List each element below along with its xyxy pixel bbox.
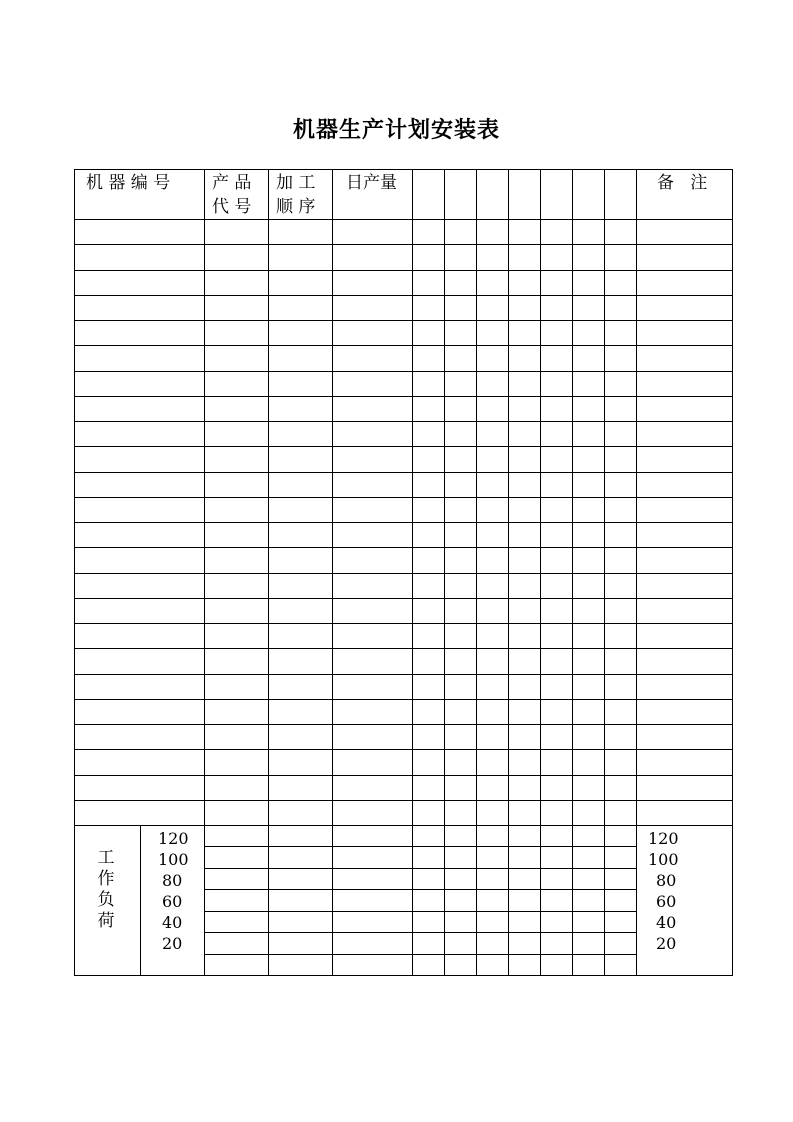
production-plan-table — [74, 169, 732, 975]
row-line — [74, 244, 732, 245]
row-line — [74, 674, 732, 675]
row-line — [74, 648, 732, 649]
row-line — [74, 522, 732, 523]
workload-row-line — [204, 868, 636, 869]
header-product-code-line2: 代 号 — [212, 197, 252, 217]
workload-label-char: 荷 — [97, 911, 115, 931]
row-line — [74, 320, 732, 321]
row-line — [74, 825, 732, 826]
right-scale-value: 20 — [656, 934, 677, 953]
workload-row-line — [204, 954, 636, 955]
header-product-code-line1: 产 品 — [212, 173, 252, 193]
row-line — [74, 371, 732, 372]
header-daily-output: 日产量 — [346, 173, 397, 193]
row-line — [74, 547, 732, 548]
workload-row-line — [204, 889, 636, 890]
right-scale-value: 40 — [656, 913, 677, 932]
left-scale-value: 20 — [162, 934, 183, 953]
row-line — [74, 219, 732, 220]
left-scale-value: 100 — [158, 850, 189, 869]
row-line — [74, 623, 732, 624]
workload-label-char: 作 — [97, 869, 115, 889]
row-line — [74, 270, 732, 271]
row-line — [74, 497, 732, 498]
row-line — [74, 295, 732, 296]
workload-row-line — [204, 846, 636, 847]
row-line — [74, 749, 732, 750]
row-line — [74, 421, 732, 422]
header-process-order-line2: 顺 序 — [276, 197, 316, 217]
row-line — [74, 775, 732, 776]
header-process-order-line1: 加 工 — [276, 173, 316, 193]
row-line — [74, 598, 732, 599]
left-scale-value: 40 — [162, 913, 183, 932]
header-machine-no: 机 器 编 号 — [86, 173, 171, 193]
workload-label-char: 工 — [97, 848, 115, 868]
workload-label-char: 负 — [97, 890, 115, 910]
row-line — [74, 699, 732, 700]
row-line — [74, 573, 732, 574]
row-line — [74, 800, 732, 801]
right-scale-value: 80 — [656, 871, 677, 890]
right-scale-value: 120 — [648, 829, 679, 848]
row-line — [74, 345, 732, 346]
row-line — [74, 472, 732, 473]
header-remarks: 备 注 — [657, 173, 708, 193]
row-line — [74, 396, 732, 397]
right-scale-value: 60 — [656, 892, 677, 911]
left-scale-value: 80 — [162, 871, 183, 890]
workload-row-line — [204, 911, 636, 912]
right-scale-value: 100 — [648, 850, 679, 869]
document-title: 机器生产计划安装表 — [292, 117, 500, 143]
row-line — [74, 446, 732, 447]
row-line — [74, 724, 732, 725]
workload-divider — [140, 825, 141, 975]
left-scale-value: 60 — [162, 892, 183, 911]
workload-row-line — [204, 932, 636, 933]
left-scale-value: 120 — [158, 829, 189, 848]
